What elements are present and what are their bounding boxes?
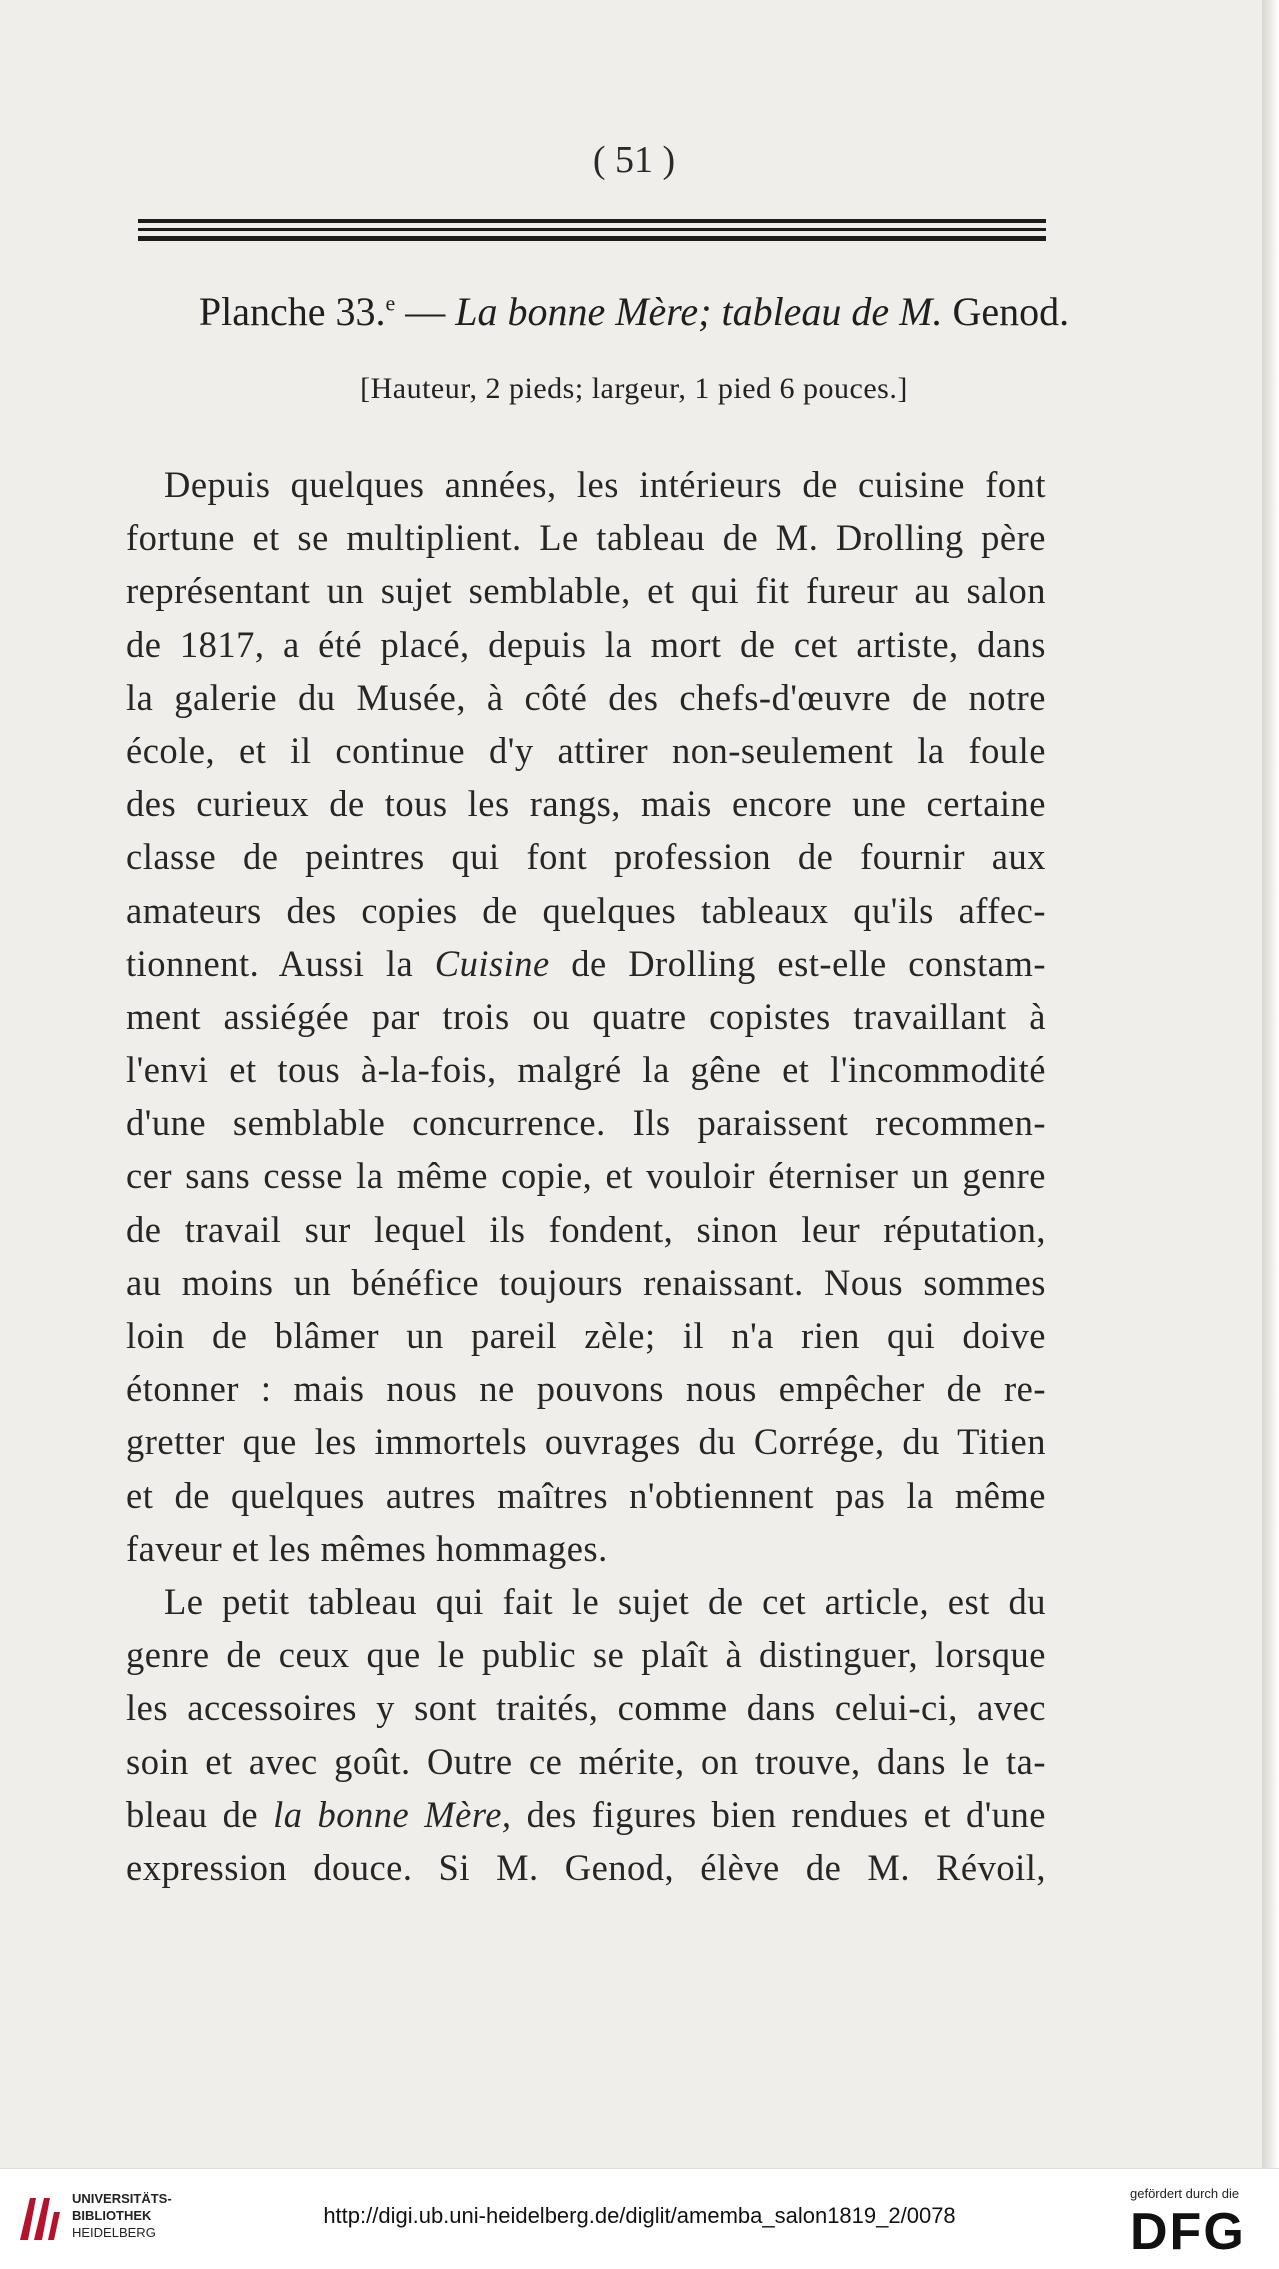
page-number: ( 51 ) <box>592 139 676 181</box>
text-line: représentant un sujet semblable, et qui fit fureur au salon <box>126 570 1046 612</box>
heading-dash: — <box>395 289 456 334</box>
heading-superscript: e <box>385 290 396 316</box>
text-line: l'envi et tous à-la-fois, malgré la gêne et l'incommodité <box>126 1049 1046 1091</box>
dimensions-note: [Hauteur, 2 pieds; largeur, 1 pied 6 pouces.] <box>360 372 908 405</box>
text-line: gretter que les immortels ouvrages du Corrége, du Titien <box>126 1421 1046 1463</box>
text-line: fortune et se multiplient. Le tableau de M. Drolling père <box>126 517 1046 559</box>
heading-prefix: Planche 33. <box>198 289 386 334</box>
text-line: la galerie du Musée, à côté des chefs-d'œuvre de notre <box>126 676 1046 718</box>
text-line: de travail sur lequel ils fondent, sinon leur réputation, <box>126 1208 1046 1250</box>
text-line: de 1817, a été placé, depuis la mort de cet artiste, dans <box>126 623 1046 665</box>
text-segment: bleau de <box>126 1793 259 1835</box>
text-line: des curieux de tous les rangs, mais encore une certaine <box>126 783 1046 825</box>
library-line-2: BIBLIOTHEK <box>72 2208 152 2223</box>
text-line: loin de blâmer un pareil zèle; il n'a rien qui doive <box>126 1315 1046 1356</box>
text-segment: tionnent. Aussi la <box>126 942 414 984</box>
text-line: les accessoires y sont traités, comme dans celui-ci, avec <box>126 1687 1046 1729</box>
text-line: ment assiégée par trois ou quatre copistes travaillant à <box>126 995 1046 1037</box>
heading-title: La bonne Mère; tableau de M. <box>455 289 943 334</box>
text-line: classe de peintres qui font profession de fournir aux <box>126 836 1046 878</box>
text-line: étonner : mais nous ne pouvons nous empêcher de re- <box>126 1368 1046 1410</box>
text-line: expression douce. Si M. Genod, élève de M. Révoil, <box>126 1846 1046 1888</box>
text-line-mixed <box>126 937 1046 990</box>
permalink-url[interactable]: http://digi.ub.uni-heidelberg.de/diglit/amemba_salon1819_2/0078 <box>323 2203 956 2228</box>
text-line-mixed <box>126 1788 1046 1841</box>
text-line: amateurs des copies de quelques tableaux qu'ils affec- <box>126 889 1046 931</box>
library-line-1: UNIVERSITÄTS- <box>72 2191 172 2206</box>
text-segment: de Drolling est-elle constam- <box>571 942 1047 984</box>
text-line: et de quelques autres maîtres n'obtiennent pas la même <box>126 1474 1046 1516</box>
dfg-logo: DFG <box>1130 2203 1246 2261</box>
funder-label: gefördert durch die <box>1130 2186 1240 2201</box>
text-line: faveur et les mêmes hommages. <box>126 1527 608 1569</box>
text-segment: des figures bien rendues et d'une <box>526 1793 1047 1835</box>
italic-title: la bonne Mère, <box>273 1793 512 1835</box>
heading-suffix: Genod. <box>942 289 1070 334</box>
header-rule-bottom <box>138 236 1046 241</box>
text-line: école, et il continue d'y attirer non-seulement la foule <box>126 729 1046 771</box>
header-rule-middle <box>138 228 1046 231</box>
header-rule-top <box>138 219 1046 223</box>
text-line: Le petit tableau qui fait le sujet de cet article, est du <box>164 1580 1046 1622</box>
text-line: soin et avec goût. Outre ce mérite, on trouve, dans le ta- <box>126 1740 1046 1782</box>
text-line: au moins un bénéfice toujours renaissant. Nous sommes <box>126 1261 1046 1303</box>
article-body <box>126 458 1046 1894</box>
italic-cuisine: Cuisine <box>434 942 550 984</box>
text-line: Depuis quelques années, les intérieurs de cuisine font <box>164 464 1046 505</box>
text-line: d'une semblable concurrence. Ils paraissent recommen- <box>126 1102 1046 1144</box>
library-line-3: HEIDELBERG <box>72 2225 156 2240</box>
text-line: genre de ceux que le public se plaît à distinguer, lorsque <box>126 1634 1046 1676</box>
text-line: cer sans cesse la même copie, et vouloir éterniser un genre <box>126 1155 1046 1197</box>
plate-heading <box>0 288 1268 335</box>
page-edge-shadow <box>1262 0 1279 2168</box>
